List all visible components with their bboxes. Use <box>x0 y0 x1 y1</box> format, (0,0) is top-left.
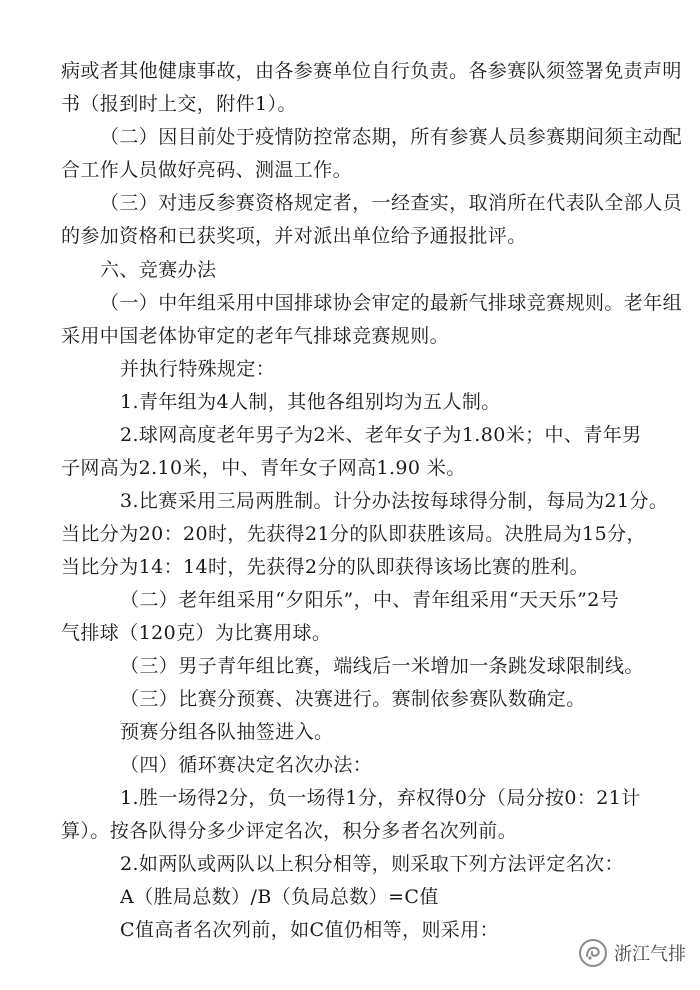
text-line-22: （四）循环赛决定名次办法： <box>120 754 373 776</box>
text-line-9: 采用中国老体协审定的老年气排球竞赛规则。 <box>61 325 450 347</box>
watermark-text: 浙江气排 <box>614 944 686 965</box>
text-line-18: 气排球（120克）为比赛用球。 <box>61 622 332 644</box>
text-line-17: （二）老年组采用“夕阳乐”，中、青年组采用“天天乐”2号 <box>120 589 620 611</box>
section-heading: 六、竞赛办法 <box>100 259 217 281</box>
text-line-5: （三）对违反参赛资格规定者，一经查实，取消所在代表队全部人员 <box>100 192 683 214</box>
text-line-2: 书（报到时上交，附件1）。 <box>61 93 297 115</box>
text-line-27: C值高者名次列前，如C值仍相等，则采用： <box>120 919 500 941</box>
text-line-26: A（胜局总数）/B（负局总数）=C值 <box>120 886 439 908</box>
text-line-20: （三）比赛分预赛、决赛进行。赛制依参赛队数确定。 <box>120 688 586 710</box>
text-line-19: （三）男子青年组比赛，端线后一米增加一条跳发球限制线。 <box>120 655 644 677</box>
text-line-10: 并执行特殊规定： <box>120 358 276 380</box>
text-line-12: 2.球网高度老年男子为2米、老年女子为1.80米；中、青年男 <box>120 424 642 446</box>
text-line-6: 的参加资格和已获奖项，并对派出单位给予通报批评。 <box>61 225 527 247</box>
text-line-24: 算）。按各队得分多少评定名次，积分多者名次列前。 <box>61 820 518 842</box>
text-line-23: 1.胜一场得2分，负一场得1分，弃权得0分（局分按0：21计 <box>120 787 641 809</box>
text-line-8: （一）中年组采用中国排球协会审定的最新气排球竞赛规则。老年组 <box>100 292 683 314</box>
text-line-1: 病或者其他健康事故，由各参赛单位自行负责。各参赛队须签署免责声明 <box>61 60 682 82</box>
watermark <box>578 938 686 968</box>
text-line-3: （二）因目前处于疫情防控常态期，所有参赛人员参赛期间须主动配 <box>100 126 683 148</box>
text-line-16: 当比分为14：14时，先获得2分的队即获得该场比赛的胜利。 <box>61 556 590 578</box>
text-line-15: 当比分为20：20时，先获得21分的队即获胜该局。决胜局为15分， <box>61 523 646 545</box>
text-line-13: 子网高为2.10米，中、青年女子网高1.90 米。 <box>61 457 466 479</box>
text-line-14: 3.比赛采用三局两胜制。计分办法按每球得分制，每局为21分。 <box>120 490 669 512</box>
text-line-4: 合工作人员做好亮码、测温工作。 <box>61 159 353 181</box>
text-line-11: 1.青年组为4人制，其他各组别均为五人制。 <box>120 391 501 413</box>
wechat-official-account-icon <box>578 938 608 968</box>
text-line-21: 预赛分组各队抽签进入。 <box>120 721 334 743</box>
text-line-25: 2.如两队或两队以上积分相等，则采取下列方法评定名次： <box>120 853 624 875</box>
